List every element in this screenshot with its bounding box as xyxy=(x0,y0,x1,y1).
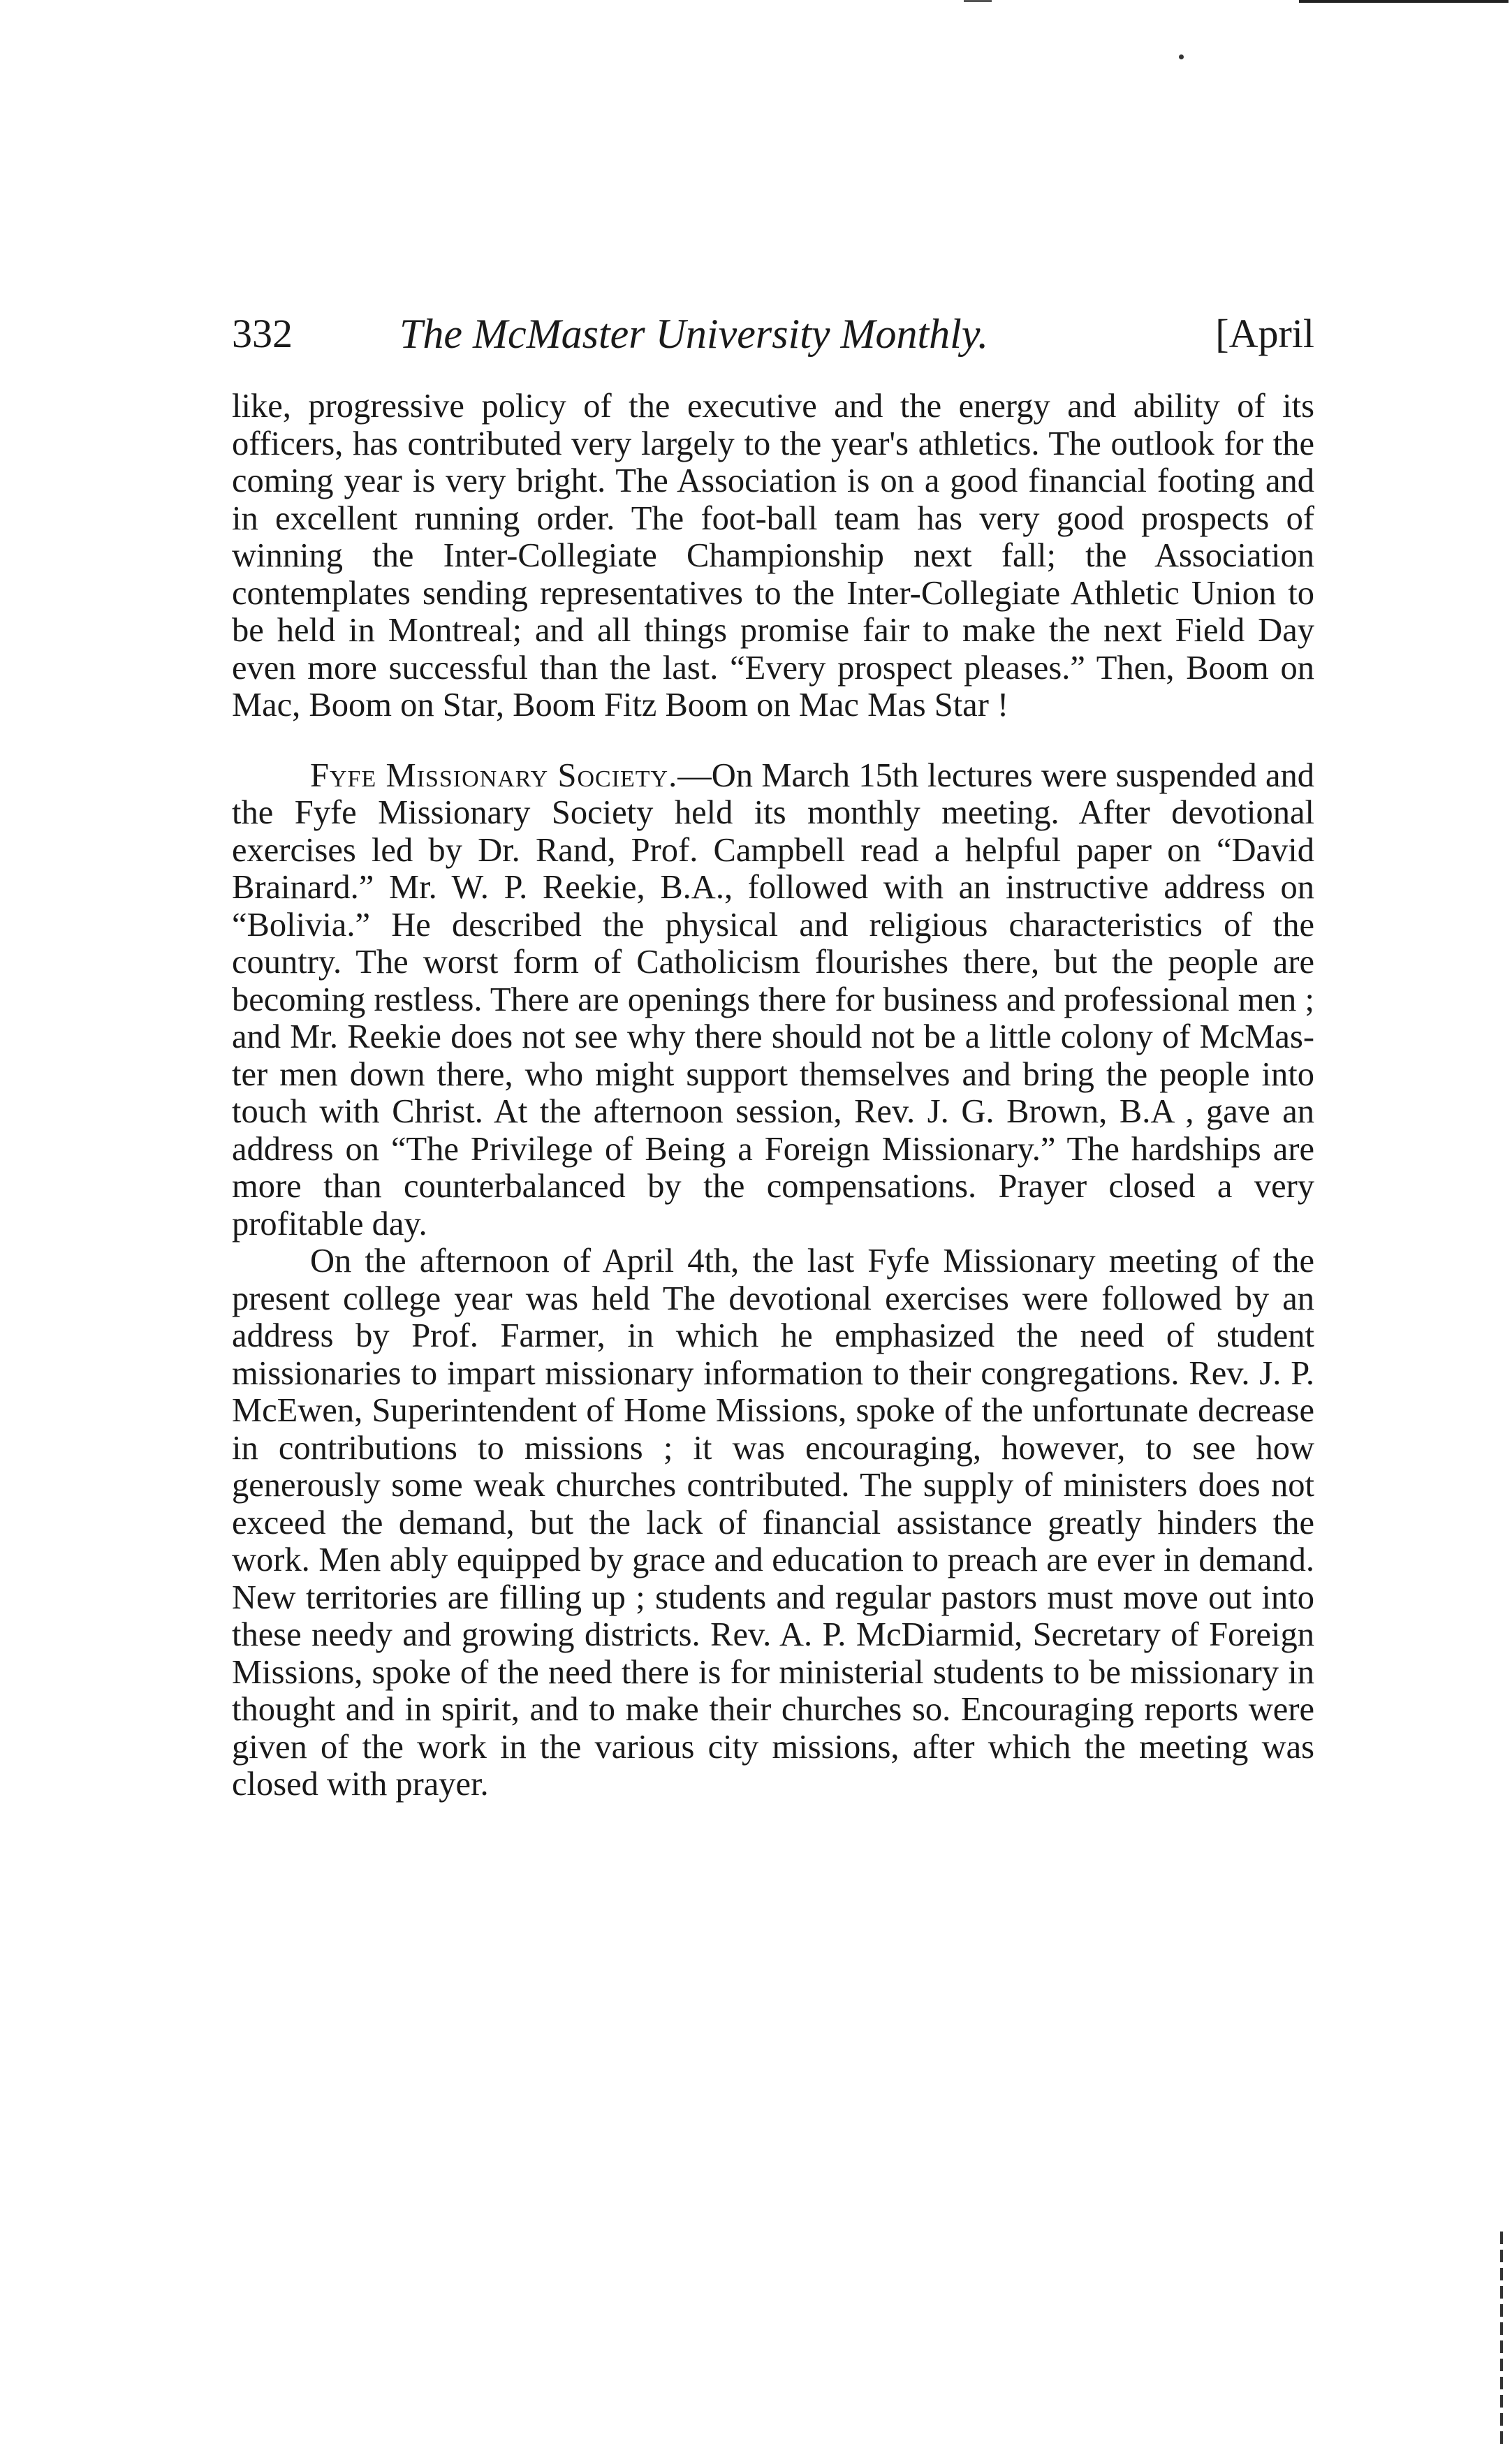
paragraph-athletics: like, progressive policy of the executive and the energy and ability of its officers, has contributed very largely to the year's athletics. The outlook for the coming year is very bright. The Association is on a good financial footing and in excellent running order. The foot-ball team has very good prospects of winning the Inter-Collegiate Championship next fall; the Association contemplates sending representatives to the Inter-Collegiate Athletic Union to be held in Montreal; and all things promise fair to make the next Field Day even more successful than the last. “Every prospect pleases.” Then, Boom on Mac, Boom on Star, Boom Fitz Boom on Mac Mas Star ! xyxy=(232,388,1314,724)
scan-edge-rule xyxy=(1299,0,1509,3)
journal-title: The McMaster University Monthly. xyxy=(399,311,989,357)
ink-speck xyxy=(1179,54,1184,59)
paragraph-fyfe-society xyxy=(232,757,1314,1243)
page-number: 332 xyxy=(232,311,293,356)
scan-edge-marks xyxy=(1500,2232,1503,2448)
running-header xyxy=(232,306,1314,362)
section-heading: Fyfe Missionary Society. xyxy=(310,756,678,794)
paragraph-april-meeting: On the afternoon of April 4th, the last Fyfe Missionary meeting of the present college year was held The devotional exercises were followed by an address by Prof. Farmer, in which he emphasized the need of student missionaries to impart missionary information to their congregations. Rev. J. P. McEwen, Superintendent of Home Missions, spoke of the unfortunate decrease in contributions to missions ; it was encouraging, however, to see how generously some weak churches contributed. The supply of ministers does not exceed the demand, but the lack of financial assistance greatly hinders the work. Men ably equipped by grace and education to preach are ever in demand. New territories are filling up ; students and regular pastors must move out into these needy and growing districts. Rev. A. P. McDiarmid, Secretary of Foreign Missions, spoke of the need there is for ministerial students to be missionary in thought and in spirit, and to make their churches so. Encouraging reports were given of the work in the various city missions, after which the meeting was closed with prayer. xyxy=(232,1243,1314,1803)
paragraph-fyfe-society-text: —On March 15th lectures were suspended and the Fyfe Missionary Society held its monthly meeting. After devotional exercises led by Dr. Rand, Prof. Campbell read a helpful paper on “David Brainard.” Mr. W. P. Reekie, B.A., followed with an instructive address on “Bolivia.” He described the physical and religious characteristics of the country. The worst form of Catholicism flourishes there, but the people are becoming restless. There are openings there for business and professional men ; and Mr. Reekie does not see why there should not be a little colony of McMaster men down there, who might support themselves and bring the people into touch with Christ. At the afternoon session, Rev. J. G. Brown, B.A , gave an address on “The Privilege of Being a Foreign Missionary.” The hardships are more than counterbalanced by the compensations. Prayer closed a very profitable day. xyxy=(232,756,1314,1243)
scan-edge-mark xyxy=(964,0,992,2)
issue-month: [April xyxy=(1215,311,1314,356)
article-body xyxy=(232,388,1314,1803)
